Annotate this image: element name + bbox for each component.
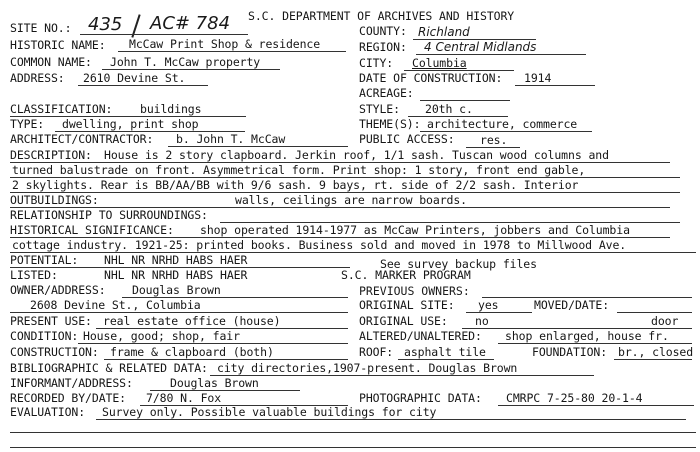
common-name-underline: [102, 69, 280, 70]
description-label: DESCRIPTION:: [10, 148, 92, 162]
construction-value: frame & clapboard (both): [110, 345, 274, 359]
informant-value: Douglas Brown: [170, 376, 259, 390]
condition-label: CONDITION:: [10, 329, 79, 343]
photographic-value: CMRPC 7-25-80 20-1-4: [506, 391, 643, 405]
listed-options: NHL NR NRHD HABS HAER: [104, 268, 248, 282]
altered-label: ALTERED/UNALTERED:: [359, 329, 482, 343]
address-value: 2610 Devine St.: [83, 71, 186, 85]
city-label: CITY:: [359, 56, 394, 70]
sc-marker-program: S.C. MARKER PROGRAM: [341, 268, 471, 282]
blank-line-1: [10, 432, 696, 433]
public-access-label: PUBLIC ACCESS:: [359, 132, 455, 146]
condition-value: House, good; shop, fair: [83, 329, 240, 343]
architect-underline: [168, 146, 348, 147]
present-use-value: real estate office (house): [103, 314, 281, 328]
agency-title: S.C. DEPARTMENT OF ARCHIVES AND HISTORY: [248, 9, 515, 23]
bibliographic-label: BIBLIOGRAPHIC & RELATED DATA:: [10, 361, 208, 375]
acreage-underline: [420, 100, 510, 101]
common-name-value: John T. McCaw property: [110, 55, 261, 69]
site-no-underline: [80, 34, 248, 35]
construction-underline: [104, 359, 348, 360]
moved-date-label: MOVED/DATE:: [534, 298, 610, 312]
site-no-label: SITE NO.:: [10, 21, 72, 35]
site-no-value: 435: [88, 14, 123, 35]
outbuildings-label: OUTBUILDINGS:: [10, 193, 99, 207]
owner-label: OWNER/ADDRESS:: [10, 283, 106, 297]
ac-number: AC# 784: [150, 13, 231, 34]
date-of-construction-label: DATE OF CONSTRUCTION:: [359, 71, 503, 85]
architect-value: b. John T. McCaw: [176, 132, 286, 146]
significance-line-2: cottage industry. 1921-25: printed books. Business sold and moved in 1978 to Millwood Ave.: [12, 238, 627, 252]
original-site-underline: [466, 312, 532, 313]
style-value: 20th c.: [425, 102, 473, 116]
original-use-label: ORIGINAL USE:: [359, 314, 448, 328]
recorded-label: RECORDED BY/DATE:: [10, 391, 127, 405]
photographic-label: PHOTOGRAPHIC DATA:: [359, 391, 482, 405]
recorded-value: 7/80 N. Fox: [146, 391, 222, 405]
potential-options: NHL NR NRHD HABS HAER: [104, 253, 248, 267]
owner-address: 2608 Devine St., Columbia: [30, 298, 201, 312]
historic-name-value: McCaw Print Shop & residence: [129, 37, 321, 51]
roof-label: ROOF:: [359, 345, 394, 359]
original-use-extra: door: [651, 314, 679, 328]
classification-value: buildings: [140, 102, 202, 116]
description-line-1: House is 2 story clapboard. Jerkin roof, 1/1 sash. Tuscan wood columns and: [104, 148, 609, 162]
region-underline: [416, 54, 586, 55]
evaluation-underline: [96, 419, 686, 420]
foundation-value: br., closed: [618, 345, 694, 359]
significance-line-1: shop operated 1914-1977 as McCaw Printers, jobbers and Columbia: [200, 223, 630, 237]
condition-underline: [78, 343, 348, 344]
address-underline: [78, 85, 208, 86]
description-line-2: turned balustrade on front. Asymmetrical form. Print shop: 1 story, front end gable,: [12, 163, 586, 177]
blank-line-2: [10, 447, 696, 448]
acreage-label: ACREAGE:: [359, 86, 414, 100]
owner-address-underline: [10, 312, 348, 313]
bibliographic-underline: [210, 375, 594, 376]
informant-label: INFORMANT/ADDRESS:: [10, 376, 133, 390]
listed-label: LISTED:: [10, 268, 58, 282]
foundation-label: FOUNDATION:: [532, 345, 608, 359]
original-site-value: yes: [478, 298, 499, 312]
themes-label: THEME(S):: [359, 117, 421, 131]
date-underline: [515, 85, 595, 86]
architect-label: ARCHITECT/CONTRACTOR:: [10, 132, 154, 146]
type-label: TYPE:: [10, 117, 45, 131]
style-label: STYLE:: [359, 102, 400, 116]
potential-label: POTENTIAL:: [10, 253, 79, 267]
public-access-value: res.: [480, 133, 508, 147]
date-of-construction-value: 1914: [524, 71, 552, 85]
altered-underline: [498, 343, 692, 344]
county-value: Richland: [418, 25, 470, 39]
region-label: REGION:: [359, 40, 407, 54]
original-use-value: no: [475, 314, 489, 328]
bibliographic-value: city directories,1907-present. Douglas Brown: [217, 361, 518, 375]
classification-label: CLASSIFICATION:: [10, 102, 113, 116]
construction-label: CONSTRUCTION:: [10, 345, 99, 359]
roof-value: asphalt tile: [404, 345, 486, 359]
type-value: dwelling, print shop: [62, 117, 199, 131]
previous-owners-label: PREVIOUS OWNERS:: [359, 284, 470, 298]
county-label: COUNTY:: [359, 24, 407, 38]
description-line-3: 2 skylights. Rear is BB/AA/BB with 9/6 sash. 9 bays, rt. side of 2/2 sash. Interior: [12, 178, 579, 192]
roof-underline: [398, 359, 494, 360]
evaluation-label: EVALUATION:: [10, 405, 86, 419]
foundation-underline: [614, 359, 692, 360]
evaluation-value: Survey only. Possible valuable buildings for city: [102, 405, 437, 419]
address-label: ADDRESS:: [10, 71, 65, 85]
outbuildings-value: walls, ceilings are narrow boards.: [235, 193, 468, 207]
altered-value: shop enlarged, house fr.: [505, 329, 669, 343]
themes-value: architecture, commerce: [427, 117, 578, 131]
historic-name-label: HISTORIC NAME:: [10, 38, 106, 52]
relationship-label: RELATIONSHIP TO SURROUNDINGS:: [10, 208, 208, 222]
city-value: Columbia: [412, 56, 467, 70]
moved-date-underline: [617, 312, 692, 313]
common-name-label: COMMON NAME:: [10, 55, 92, 69]
owner-value: Douglas Brown: [132, 283, 221, 297]
region-value: 4 Central Midlands: [424, 40, 537, 54]
potential-note: See survey backup files: [380, 257, 537, 271]
present-use-label: PRESENT USE:: [10, 314, 92, 328]
original-site-label: ORIGINAL SITE:: [359, 298, 455, 312]
historic-name-underline: [118, 51, 346, 52]
significance-label: HISTORICAL SIGNIFICANCE:: [10, 223, 174, 237]
photographic-underline: [498, 405, 694, 406]
